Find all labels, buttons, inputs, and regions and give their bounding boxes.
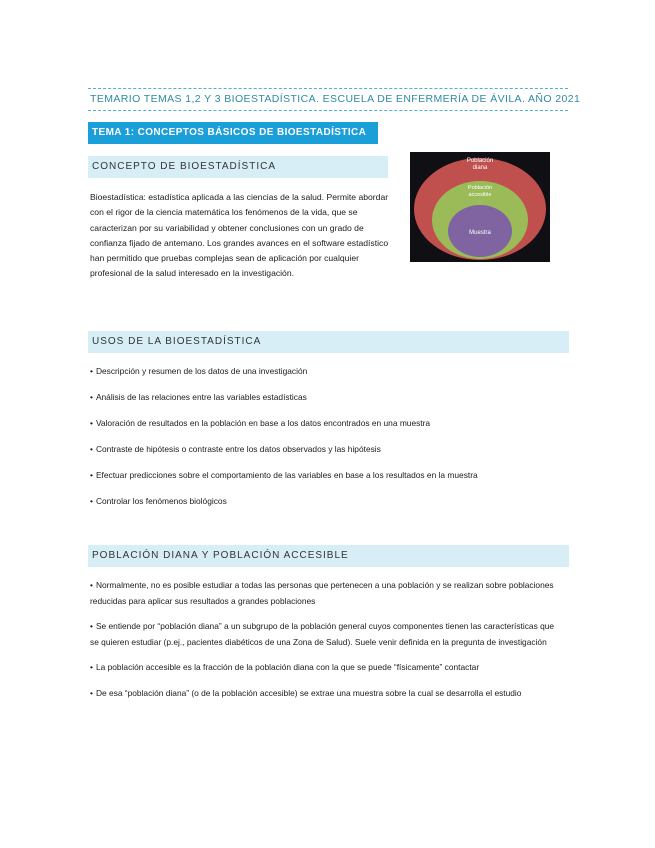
middle-label-line1: Población — [467, 185, 493, 191]
list-item-text: Análisis de las relaciones entre las variables estadísticas — [95, 392, 307, 402]
bullet-marker: • — [90, 418, 93, 428]
population-diagram — [410, 152, 550, 262]
list-item — [90, 365, 560, 391]
inner-label: Muestra — [469, 230, 491, 236]
topic-title: TEMA 1: CONCEPTOS BÁSICOS DE BIOESTADÍSTICA — [88, 122, 378, 144]
list-item-text: Valoración de resultados en la población en base a los datos encontrados en una muestra — [95, 418, 431, 428]
list-item — [90, 417, 560, 443]
bullet-marker: • — [90, 444, 93, 454]
list-item-text: Normalmente, no es posible estudiar a todas las personas que pertenecen a una población y se realizan sobre poblaciones reducidas para aplicar sus resultados a grandes poblaciones — [90, 580, 554, 606]
bullet-marker: • — [90, 621, 93, 631]
outer-label-line2: diana — [472, 165, 488, 171]
list-item — [90, 619, 560, 650]
bullet-marker: • — [90, 580, 93, 590]
bullet-marker: • — [90, 392, 93, 402]
list-item — [90, 443, 560, 469]
section-heading-usos: USOS DE LA BIOESTADÍSTICA — [88, 331, 569, 353]
list-item-text: Contraste de hipótesis o contraste entre los datos observados y las hipótesis — [95, 444, 381, 454]
outer-label-line1: Población — [466, 158, 494, 164]
page-header: TEMARIO TEMAS 1,2 Y 3 BIOESTADÍSTICA. ESCUELA DE ENFERMERÍA DE ÁVILA. AÑO 2021 — [88, 88, 568, 111]
list-item — [90, 578, 560, 609]
section-heading-poblacion: POBLACIÓN DIANA Y POBLACIÓN ACCESIBLE — [88, 545, 569, 567]
list-item-text: Controlar los fenómenos biológicos — [95, 496, 227, 506]
section-heading-concepto: CONCEPTO DE BIOESTADÍSTICA — [88, 156, 388, 178]
poblacion-list — [90, 578, 560, 711]
bullet-marker: • — [90, 496, 93, 506]
list-item-text: La población accesible es la fracción de la población diana con la que se puede “físicamente” contactar — [95, 662, 480, 672]
bullet-marker: • — [90, 366, 93, 376]
bullet-marker: • — [90, 662, 93, 672]
list-item — [90, 469, 560, 495]
bullet-marker: • — [90, 687, 93, 698]
list-item — [90, 660, 560, 676]
list-item — [90, 391, 560, 417]
list-item-text: Se entiende por “población diana” a un subgrupo de la población general cuyos componentes tienen las características que se quieren estudiar (p.ej., pacientes diabéticos de una Zona de Salud). Suele venir definida en la pregunta de investigación — [90, 621, 555, 647]
list-item — [90, 495, 560, 521]
middle-label-line2: accesible — [468, 192, 492, 198]
list-item — [90, 686, 560, 702]
concepto-paragraph: Bioestadística: estadística aplicada a las ciencias de la salud. Permite abordar con el rigor de la ciencia matemática los fenómenos de la vida, que se caracterizan por su variabilidad y obtener conclusiones con un grado de confianza fijado de antemano. Los grandes avances en el software estadístico han permitido que pruebas complejas sean de aplicación por cualquier profesional de la salud interesado en la investigación. — [90, 192, 389, 279]
list-item-text: De esa “población diana” (o de la población accesible) se extrae una muestra sobre la cual se desarrolla el estudio — [95, 687, 522, 698]
list-item-text: Efectuar predicciones sobre el comportamiento de las variables en base a los resultados en la muestra — [95, 470, 478, 480]
list-item-text: Descripción y resumen de los datos de una investigación — [95, 366, 308, 376]
usos-list — [90, 365, 560, 521]
bullet-marker: • — [90, 470, 93, 480]
